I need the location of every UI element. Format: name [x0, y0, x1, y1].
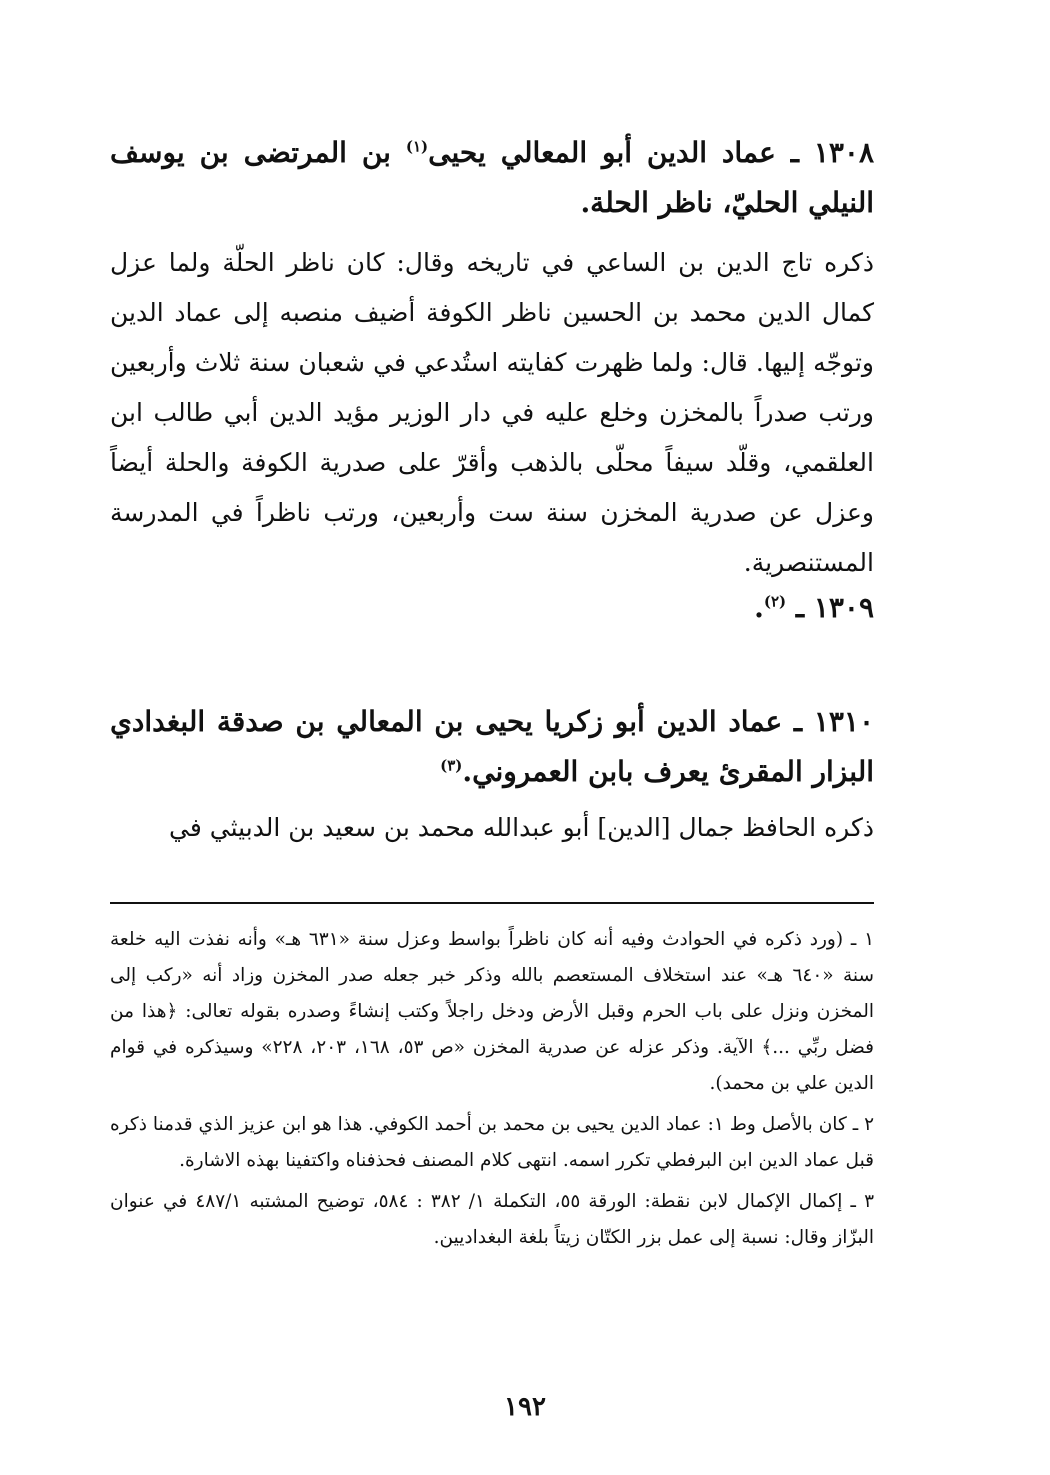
entry-body: ذكره تاج الدين بن الساعي في تاريخه وقال: كان ناظر الحلّة ولما عزل كمال الدين محمد بن الحسين ناظر الكوفة أضيف منصبه إلى عماد الدين وتوجّه إليها. قال: ولما ظهرت كفايته استُدعي في شعبان سنة ثلاث وأربعين ورتب صدراً بالمخزن وخلع عليه في دار الوزير مؤيد الدين أبي طالب ابن العلقمي، وقلّد سيفاً محلّى بالذهب وأقرّ على صدرية الكوفة والحلة أيضاً وعزل عن صدرية المخزن سنة ست وأربعين، ورتب ناظراً في المدرسة المستنصرية.: [110, 248, 874, 577]
entry-1309: [110, 583, 874, 633]
entry-heading-text: ١٣١٠ ـ عماد الدين أبو زكريا يحيى بن المعالي بن صدقة البغدادي البزار المقرئ يعرف بابن العمروني.: [110, 705, 874, 788]
entry-heading-text: ١٣٠٩ ـ: [786, 591, 874, 624]
entry-heading: [110, 697, 874, 797]
footnote-1: ١ ـ (ورد ذكره في الحوادث وفيه أنه كان ناظراً بواسط وعزل سنة «٦٣١ هـ» وأنه نفذت اليه خلعة سنة «٦٤٠ هـ» عند استخلاف المستعصم بالله وذكر خبر جعله صدر المخزن وزاد أنه «ركب إلى المخزن ونزل على باب الحرم وقبل الأرض ودخل راجلاً وكتب إنشاءً وصدره بقوله تعالى: ﴿هذا من فضل ربِّي ...﴾ الآية. وذكر عزله عن صدرية المخزن «ص ٥٣، ١٦٨، ٢٠٣، ٢٢٨» وسيذكره في قوام الدين علي بن محمد).: [110, 929, 875, 1094]
entry-heading-text: بن المرتضى بن يوسف النيلي الحليّ، ناظر الحلة.: [110, 136, 874, 219]
entry-1308: [110, 128, 874, 588]
footnote-3: ٣ ـ إكمال الإكمال لابن نقطة: الورقة ٥٥، التكملة ١/ ٣٨٢ : ٥٨٤، توضيح المشتبه ٤٨٧/١ في عنوان البزّاز وقال: نسبة إلى عمل بزر الكتّان زيتاً بلغة البغداديين.: [110, 1191, 875, 1248]
entry-1310: [110, 697, 874, 853]
footnote-ref: (٢): [763, 592, 787, 611]
entry-heading-text: ١٣٠٨ ـ عماد الدين أبو المعالي يحيى: [428, 136, 874, 169]
footnote-divider: [110, 902, 874, 904]
footnotes: [110, 922, 874, 1261]
footnote-ref: (٣): [440, 756, 463, 775]
entry-body: ذكره الحافظ جمال [الدين] أبو عبدالله محمد بن سعيد بن الدبيثي في: [169, 813, 874, 842]
page-number: ١٩٢: [504, 1392, 546, 1422]
footnote-2: ٢ ـ كان بالأصل وط ١: عماد الدين يحيى بن محمد بن أحمد الكوفي. هذا هو ابن عزيز الذي قدمنا ذكره قبل عماد الدين ابن البرفطي تكرر اسمه. انتهى كلام المصنف فحذفناه واكتفينا بهذه الاشارة.: [110, 1114, 875, 1171]
entry-heading: [110, 128, 874, 228]
footnote-ref: (١): [405, 137, 429, 156]
entry-heading-text: .: [754, 591, 764, 624]
entry-heading: [110, 583, 874, 633]
